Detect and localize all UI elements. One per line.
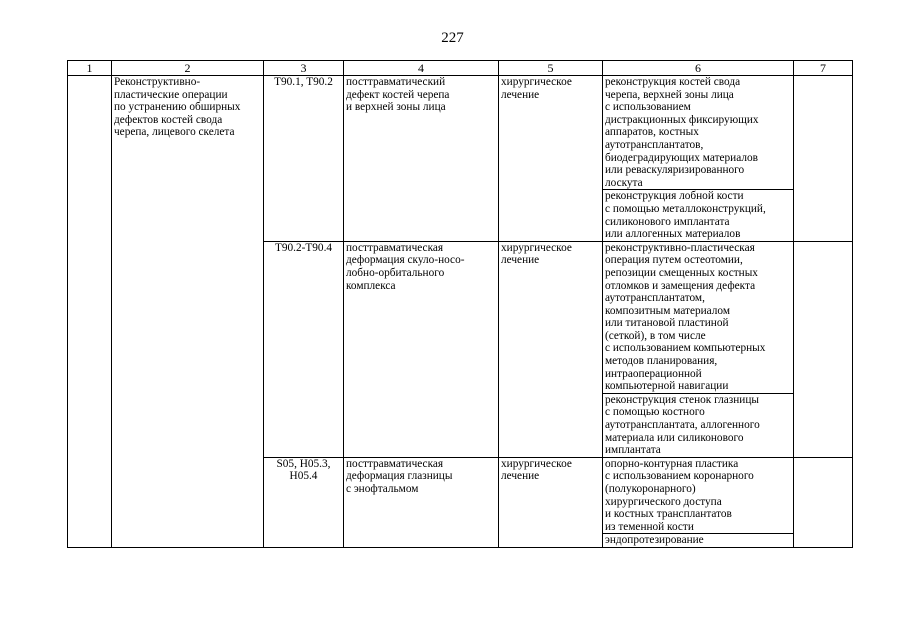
header-col-4: 4 — [344, 61, 499, 76]
header-col-1: 1 — [68, 61, 112, 76]
number-cell — [68, 76, 112, 548]
column-7-cell — [794, 457, 853, 547]
methods-cell — [603, 241, 794, 457]
treatment-type-cell: хирургическое лечение — [499, 241, 603, 457]
page-number: 227 — [441, 30, 464, 46]
treatment-type-cell: хирургическое лечение — [499, 457, 603, 547]
header-col-7: 7 — [794, 61, 853, 76]
method-item: эндопротезирование — [605, 534, 704, 547]
column-7-cell — [794, 241, 853, 457]
diagnosis-code-cell: T90.1, T90.2 — [264, 76, 344, 242]
methods-cell — [603, 76, 794, 242]
diagnosis-code-cell: S05, H05.3, H05.4 — [264, 457, 344, 547]
header-col-2: 2 — [112, 61, 264, 76]
diagnosis-cell: посттравматическая деформация скуло-носо- лобно-орбитального комплекса — [344, 241, 499, 457]
diagnosis-cell: посттравматический дефект костей черепа и верхней зоны лица — [344, 76, 499, 242]
table-row — [68, 76, 853, 242]
column-7-cell — [794, 76, 853, 242]
header-col-3: 3 — [264, 61, 344, 76]
diagnosis-cell: посттравматическая деформация глазницы с энофтальмом — [344, 457, 499, 547]
header-col-5: 5 — [499, 61, 603, 76]
table-body — [68, 76, 853, 548]
diagnosis-code-cell: T90.2-T90.4 — [264, 241, 344, 457]
method-item: реконструктивно-пластическая операция путем остеотомии, репозиции смещенных костных отломков и замещения дефекта аутотрансплантатом, композитным материалом или титановой пластиной (сеткой), в том числе с использованием компьютерных методов планирования, интраоперационной компьютерной навигации — [603, 242, 793, 394]
procedures-table — [67, 60, 853, 548]
treatment-type-cell: хирургическое лечение — [499, 76, 603, 242]
group-name-cell: Реконструктивно- пластические операции по устранению обширных дефектов костей свода черепа, лицевого скелета — [112, 76, 264, 548]
method-item: реконструкция костей свода черепа, верхней зоны лица с использованием дистракционных фиксирующих аппаратов, костных аутотрансплантатов, биодеградирующих материалов или реваскуляризированного лоскута — [603, 76, 793, 190]
method-item: опорно-контурная пластика с использованием коронарного (полукоронарного) хирургического доступа и костных трансплантатов из теменной кости — [603, 458, 793, 535]
header-row — [68, 61, 853, 76]
method-item: реконструкция стенок глазницы с помощью костного аутотрансплантата, аллогенного материала или силиконового имплантата — [605, 393, 760, 457]
method-item: реконструкция лобной кости с помощью металлоконструкций, силиконового имплантата или аллогенных материалов — [605, 190, 766, 241]
header-col-6: 6 — [603, 61, 794, 76]
methods-cell — [603, 457, 794, 547]
